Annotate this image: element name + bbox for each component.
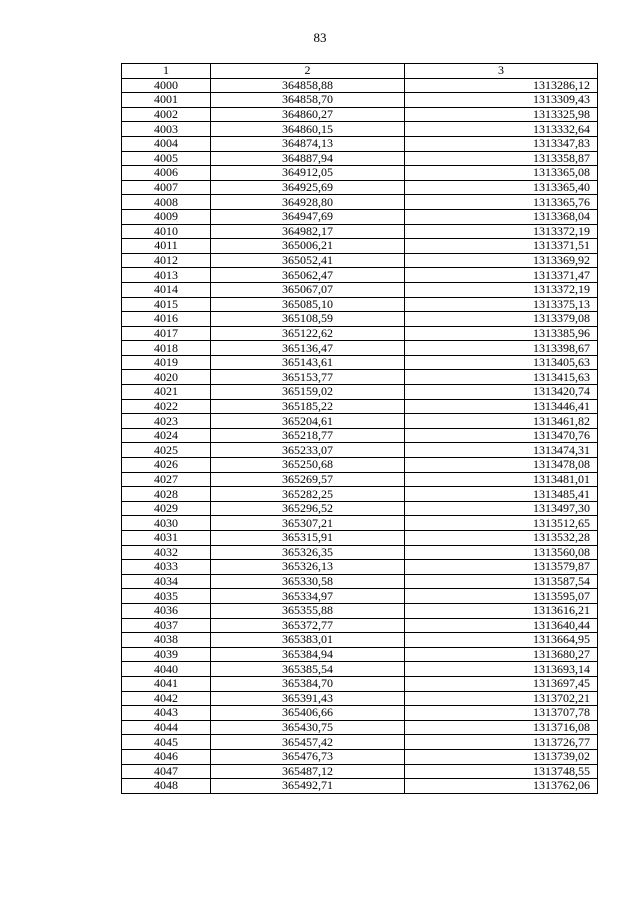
point-number-cell: 4004 [122,136,211,151]
table-row [122,326,598,341]
x-coordinate-cell: 365430,75 [211,720,405,735]
x-coordinate-cell: 365204,61 [211,414,405,429]
point-number-cell: 4035 [122,589,211,604]
x-coordinate-cell: 364874,13 [211,136,405,151]
x-coordinate-cell: 364928,80 [211,195,405,210]
point-number-cell: 4023 [122,414,211,429]
y-coordinate-cell: 1313365,08 [405,166,598,181]
x-coordinate-cell: 365492,71 [211,779,405,794]
table-row [122,195,598,210]
y-coordinate-cell: 1313693,14 [405,662,598,677]
table-row [122,166,598,181]
y-coordinate-cell: 1313371,47 [405,268,598,283]
y-coordinate-cell: 1313309,43 [405,93,598,108]
point-number-cell: 4007 [122,180,211,195]
table-row [122,341,598,356]
point-number-cell: 4042 [122,691,211,706]
y-coordinate-cell: 1313595,07 [405,589,598,604]
table-row [122,312,598,327]
point-number-cell: 4001 [122,93,211,108]
x-coordinate-cell: 364860,27 [211,107,405,122]
table-row [122,253,598,268]
point-number-cell: 4017 [122,326,211,341]
table-row [122,560,598,575]
point-number-cell: 4025 [122,443,211,458]
point-number-cell: 4020 [122,370,211,385]
point-number-cell: 4047 [122,764,211,779]
table-row [122,107,598,122]
point-number-cell: 4030 [122,516,211,531]
y-coordinate-cell: 1313385,96 [405,326,598,341]
point-number-cell: 4036 [122,603,211,618]
point-number-cell: 4019 [122,355,211,370]
point-number-cell: 4039 [122,647,211,662]
y-coordinate-cell: 1313579,87 [405,560,598,575]
y-coordinate-cell: 1313726,77 [405,735,598,750]
x-coordinate-cell: 365487,12 [211,764,405,779]
point-number-cell: 4008 [122,195,211,210]
x-coordinate-cell: 365307,21 [211,516,405,531]
x-coordinate-cell: 365143,61 [211,355,405,370]
x-coordinate-cell: 364925,69 [211,180,405,195]
y-coordinate-cell: 1313398,67 [405,341,598,356]
y-coordinate-cell: 1313587,54 [405,574,598,589]
x-coordinate-cell: 365383,01 [211,633,405,648]
point-number-cell: 4009 [122,209,211,224]
point-number-cell: 4015 [122,297,211,312]
table-row [122,355,598,370]
y-coordinate-cell: 1313446,41 [405,399,598,414]
table-row [122,122,598,137]
point-number-cell: 4005 [122,151,211,166]
header-col-3: 3 [405,64,598,79]
y-coordinate-cell: 1313640,44 [405,618,598,633]
y-coordinate-cell: 1313702,21 [405,691,598,706]
x-coordinate-cell: 365085,10 [211,297,405,312]
point-number-cell: 4026 [122,458,211,473]
point-number-cell: 4013 [122,268,211,283]
table-row [122,545,598,560]
y-coordinate-cell: 1313474,31 [405,443,598,458]
x-coordinate-cell: 365326,35 [211,545,405,560]
x-coordinate-cell: 364912,05 [211,166,405,181]
point-number-cell: 4043 [122,706,211,721]
table-row [122,268,598,283]
x-coordinate-cell: 365159,02 [211,385,405,400]
y-coordinate-cell: 1313664,95 [405,633,598,648]
y-coordinate-cell: 1313415,63 [405,370,598,385]
table-row [122,78,598,93]
x-coordinate-cell: 365315,91 [211,531,405,546]
table-row [122,487,598,502]
y-coordinate-cell: 1313560,08 [405,545,598,560]
x-coordinate-cell: 365384,94 [211,647,405,662]
point-number-cell: 4034 [122,574,211,589]
page-number: 83 [313,30,327,45]
point-number-cell: 4002 [122,107,211,122]
table-row [122,370,598,385]
y-coordinate-cell: 1313461,82 [405,414,598,429]
x-coordinate-cell: 365384,70 [211,676,405,691]
y-coordinate-cell: 1313358,87 [405,151,598,166]
table-row [122,691,598,706]
point-number-cell: 4003 [122,122,211,137]
y-coordinate-cell: 1313332,64 [405,122,598,137]
table-row [122,779,598,794]
point-number-cell: 4044 [122,720,211,735]
y-coordinate-cell: 1313481,01 [405,472,598,487]
table-row [122,93,598,108]
table-row [122,647,598,662]
y-coordinate-cell: 1313405,63 [405,355,598,370]
y-coordinate-cell: 1313497,30 [405,501,598,516]
table-row [122,428,598,443]
x-coordinate-cell: 364858,70 [211,93,405,108]
x-coordinate-cell: 365108,59 [211,312,405,327]
point-number-cell: 4040 [122,662,211,677]
x-coordinate-cell: 365136,47 [211,341,405,356]
table-row [122,239,598,254]
y-coordinate-cell: 1313716,08 [405,720,598,735]
x-coordinate-cell: 364982,17 [211,224,405,239]
point-number-cell: 4037 [122,618,211,633]
y-coordinate-cell: 1313616,21 [405,603,598,618]
y-coordinate-cell: 1313379,08 [405,312,598,327]
table-row [122,501,598,516]
x-coordinate-cell: 365282,25 [211,487,405,502]
point-number-cell: 4012 [122,253,211,268]
x-coordinate-cell: 365269,57 [211,472,405,487]
table-row [122,385,598,400]
y-coordinate-cell: 1313420,74 [405,385,598,400]
y-coordinate-cell: 1313478,08 [405,458,598,473]
table-row [122,136,598,151]
x-coordinate-cell: 365326,13 [211,560,405,575]
y-coordinate-cell: 1313347,83 [405,136,598,151]
y-coordinate-cell: 1313532,28 [405,531,598,546]
table-row [122,458,598,473]
point-number-cell: 4006 [122,166,211,181]
coordinates-table [121,63,598,794]
x-coordinate-cell: 365334,97 [211,589,405,604]
point-number-cell: 4045 [122,735,211,750]
y-coordinate-cell: 1313365,40 [405,180,598,195]
point-number-cell: 4048 [122,779,211,794]
x-coordinate-cell: 365233,07 [211,443,405,458]
point-number-cell: 4011 [122,239,211,254]
table-row [122,531,598,546]
point-number-cell: 4022 [122,399,211,414]
x-coordinate-cell: 365218,77 [211,428,405,443]
table-row [122,676,598,691]
y-coordinate-cell: 1313748,55 [405,764,598,779]
x-coordinate-cell: 365296,52 [211,501,405,516]
x-coordinate-cell: 365122,62 [211,326,405,341]
point-number-cell: 4032 [122,545,211,560]
x-coordinate-cell: 365052,41 [211,253,405,268]
x-coordinate-cell: 365406,66 [211,706,405,721]
table-row [122,706,598,721]
table-row [122,151,598,166]
y-coordinate-cell: 1313325,98 [405,107,598,122]
y-coordinate-cell: 1313372,19 [405,282,598,297]
header-col-2: 2 [211,64,405,79]
x-coordinate-cell: 365067,07 [211,282,405,297]
y-coordinate-cell: 1313365,76 [405,195,598,210]
x-coordinate-cell: 364858,88 [211,78,405,93]
x-coordinate-cell: 365391,43 [211,691,405,706]
point-number-cell: 4029 [122,501,211,516]
table-row [122,720,598,735]
point-number-cell: 4018 [122,341,211,356]
point-number-cell: 4033 [122,560,211,575]
header-row [122,64,598,79]
x-coordinate-cell: 365372,77 [211,618,405,633]
table-row [122,603,598,618]
x-coordinate-cell: 364947,69 [211,209,405,224]
y-coordinate-cell: 1313707,78 [405,706,598,721]
table-row [122,224,598,239]
x-coordinate-cell: 365250,68 [211,458,405,473]
table-row [122,516,598,531]
point-number-cell: 4046 [122,749,211,764]
y-coordinate-cell: 1313512,65 [405,516,598,531]
table-row [122,662,598,677]
point-number-cell: 4016 [122,312,211,327]
point-number-cell: 4041 [122,676,211,691]
table-row [122,618,598,633]
header-col-1: 1 [122,64,211,79]
table-row [122,209,598,224]
y-coordinate-cell: 1313470,76 [405,428,598,443]
table-row [122,749,598,764]
point-number-cell: 4027 [122,472,211,487]
table-body [122,78,598,793]
y-coordinate-cell: 1313762,06 [405,779,598,794]
x-coordinate-cell: 365385,54 [211,662,405,677]
table-row [122,633,598,648]
y-coordinate-cell: 1313372,19 [405,224,598,239]
y-coordinate-cell: 1313680,27 [405,647,598,662]
point-number-cell: 4014 [122,282,211,297]
point-number-cell: 4038 [122,633,211,648]
point-number-cell: 4028 [122,487,211,502]
table-row [122,589,598,604]
point-number-cell: 4024 [122,428,211,443]
table-row [122,297,598,312]
y-coordinate-cell: 1313485,41 [405,487,598,502]
table-row [122,472,598,487]
x-coordinate-cell: 365457,42 [211,735,405,750]
x-coordinate-cell: 365006,21 [211,239,405,254]
x-coordinate-cell: 365355,88 [211,603,405,618]
table-row [122,180,598,195]
table-row [122,282,598,297]
y-coordinate-cell: 1313739,02 [405,749,598,764]
y-coordinate-cell: 1313369,92 [405,253,598,268]
point-number-cell: 4021 [122,385,211,400]
x-coordinate-cell: 365476,73 [211,749,405,764]
x-coordinate-cell: 364887,94 [211,151,405,166]
table-row [122,399,598,414]
y-coordinate-cell: 1313697,45 [405,676,598,691]
table-row [122,764,598,779]
point-number-cell: 4010 [122,224,211,239]
y-coordinate-cell: 1313286,12 [405,78,598,93]
y-coordinate-cell: 1313371,51 [405,239,598,254]
x-coordinate-cell: 365185,22 [211,399,405,414]
y-coordinate-cell: 1313368,04 [405,209,598,224]
x-coordinate-cell: 365153,77 [211,370,405,385]
table-header [122,64,598,79]
table-row [122,574,598,589]
table-row [122,735,598,750]
point-number-cell: 4031 [122,531,211,546]
x-coordinate-cell: 364860,15 [211,122,405,137]
table-row [122,443,598,458]
x-coordinate-cell: 365062,47 [211,268,405,283]
table-row [122,414,598,429]
x-coordinate-cell: 365330,58 [211,574,405,589]
point-number-cell: 4000 [122,78,211,93]
y-coordinate-cell: 1313375,13 [405,297,598,312]
